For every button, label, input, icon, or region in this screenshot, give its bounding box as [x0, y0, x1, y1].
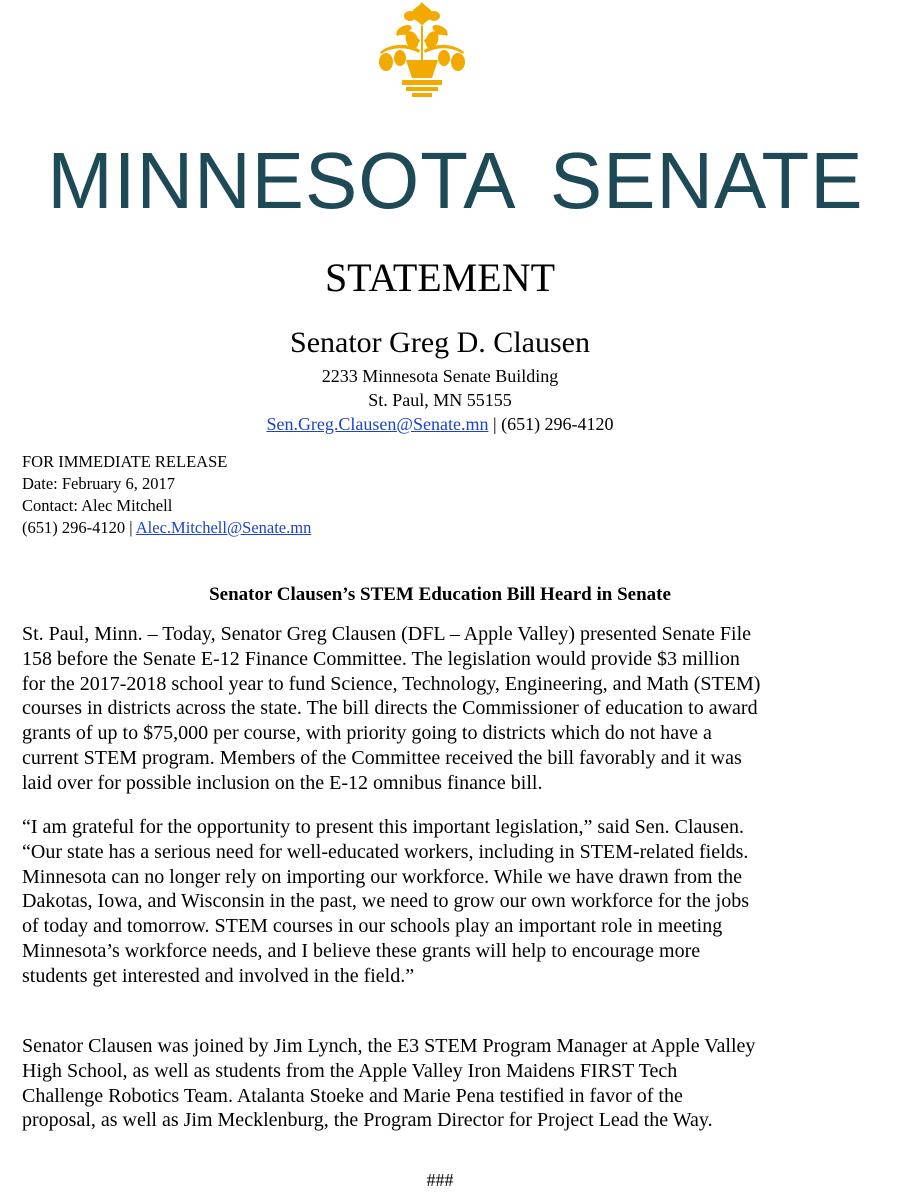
wordmark-senate: SENATE — [549, 136, 864, 225]
paragraph-line: courses in districts across the state. The bill directs the Commissioner of education to award — [22, 697, 758, 720]
paragraph-line: proposal, as well as Jim Mecklenburg, the Program Director for Project Lead the Way. — [22, 1109, 713, 1132]
release-contact: Contact: Alec Mitchell — [22, 496, 173, 515]
paragraph-line: “Our state has a serious need for well-educated workers, including in STEM-related fields. — [22, 840, 749, 863]
senator-name: Senator Greg D. Clausen — [290, 326, 590, 359]
senator-address-line2: St. Paul, MN 55155 — [368, 390, 512, 410]
body-paragraph-1 — [22, 622, 892, 796]
release-info — [22, 451, 311, 539]
senator-contact-line — [0, 413, 880, 435]
body-paragraph-2 — [22, 815, 892, 989]
release-date: Date: February 6, 2017 — [22, 474, 176, 493]
release-contact-line — [22, 517, 311, 539]
release-contact-phone: (651) 296-4120 | — [22, 518, 136, 537]
body-paragraph-3 — [22, 1034, 892, 1133]
paragraph-line: students get interested and involved in the field.” — [22, 964, 415, 987]
release-label: FOR IMMEDIATE RELEASE — [22, 452, 228, 471]
paragraph-line: “I am grateful for the opportunity to present this important legislation,” said Sen. Clausen. — [22, 816, 745, 838]
paragraph-line: Senator Clausen was joined by Jim Lynch, the E3 STEM Program Manager at Apple Valley — [22, 1035, 756, 1057]
minnesota-senate-wordmark — [9, 136, 902, 226]
senator-email-link[interactable]: Sen.Greg.Clausen@Senate.mn — [266, 414, 489, 434]
minnesota-senate-emblem-icon — [362, 0, 482, 105]
paragraph-line: grants of up to $75,000 per course, with priority going to districts which do not have a — [22, 722, 712, 745]
paragraph-line: St. Paul, Minn. – Today, Senator Greg Clausen (DFL – Apple Valley) presented Senate File — [22, 623, 752, 645]
paragraph-line: for the 2017-2018 school year to fund Science, Technology, Engineering, and Math (STEM) — [22, 672, 761, 695]
paragraph-line: Challenge Robotics Team. Atalanta Stoeke and Marie Pena testified in favor of the — [22, 1084, 683, 1107]
wordmark-minnesota: MINNESOTA — [47, 136, 517, 225]
end-mark: ### — [426, 1170, 454, 1190]
paragraph-line: Minnesota can no longer rely on importing our workforce. While we have drawn from the — [22, 865, 742, 888]
senator-address-line1: 2233 Minnesota Senate Building — [321, 366, 559, 386]
paragraph-line: Dakotas, Iowa, and Wisconsin in the past, we need to grow our own workforce for the jobs — [22, 890, 749, 913]
paragraph-line: 158 before the Senate E-12 Finance Committee. The legislation would provide $3 million — [22, 647, 740, 670]
press-release-headline: Senator Clausen’s STEM Education Bill Heard in Senate — [209, 584, 671, 605]
senator-phone: | (651) 296-4120 — [488, 414, 614, 434]
paragraph-line: Minnesota’s workforce needs, and I believe these grants will help to encourage more — [22, 939, 701, 962]
release-contact-email-link[interactable]: Alec.Mitchell@Senate.mn — [135, 518, 312, 537]
paragraph-line: laid over for possible inclusion on the E-12 omnibus finance bill. — [22, 771, 543, 794]
statement-title: STATEMENT — [324, 255, 556, 300]
paragraph-line: current STEM program. Members of the Committee received the bill favorably and it was — [22, 746, 742, 769]
paragraph-line: High School, as well as students from the Apple Valley Iron Maidens FIRST Tech — [22, 1059, 678, 1082]
paragraph-line: of today and tomorrow. STEM courses in our schools play an important role in meeting — [22, 915, 723, 938]
